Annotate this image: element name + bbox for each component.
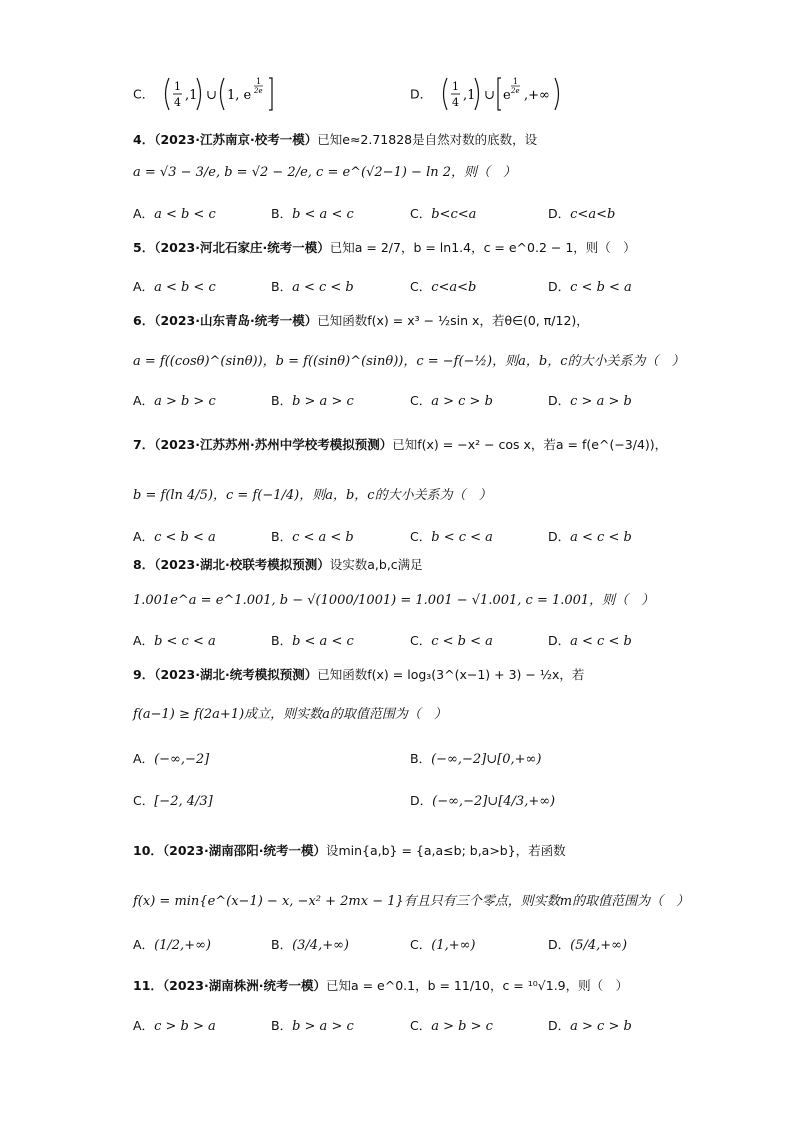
q8-definitions: 1.001e^a = e^1.001, b − √(1000/1001) = 1.001 − √1.001, c = 1.001，则（ ）	[133, 593, 655, 608]
q8-option-c: C．c < b < a	[410, 633, 493, 649]
svg-text:1: 1	[174, 80, 182, 93]
q11-option-a: A．c > b > a	[133, 1018, 216, 1034]
svg-text:,+∞: ,+∞	[524, 88, 551, 103]
q5-options	[0, 276, 794, 316]
q10-options	[0, 934, 794, 974]
q4-definitions: a = √3 − 3/e, b = √2 − 2/e, c = e^(√2−1) − ln 2，则（ ）	[133, 165, 517, 180]
q10-option-d: D．(5/4,+∞)	[548, 937, 628, 953]
q3-option-d: D． 1 4 ,1 ∪ e 1 2e ,+∞	[410, 74, 567, 114]
q10-option-a: A．(1/2,+∞)	[133, 937, 211, 953]
svg-text:4: 4	[174, 96, 182, 109]
q5-stem: 5．（2023·河北石家庄·统考一模）已知a = 2/7，b = ln1.4，c = e^0.2 − 1，则（ ）	[133, 240, 636, 255]
q6-option-d: D．c > a > b	[548, 393, 632, 409]
q6-option-b: B．b > a > c	[271, 393, 354, 409]
svg-text:e: e	[503, 88, 511, 103]
q9-option-c: C．[−2, 4/3]	[133, 793, 213, 809]
q4-options	[0, 203, 794, 243]
q8-option-d: D．a < c < b	[548, 633, 632, 649]
q7-option-d: D．a < c < b	[548, 529, 632, 545]
q9-option-d: D．(−∞,−2]∪[4/3,+∞)	[410, 793, 556, 809]
q3-option-d-formula	[437, 74, 567, 114]
q6-option-c: C．a > c > b	[410, 393, 493, 409]
q8-options	[0, 630, 794, 670]
svg-text:,1: ,1	[185, 88, 198, 103]
q11-stem: 11．（2023·湖南株洲·统考一模）已知a = e^0.1，b = 11/10，c = ¹⁰√1.9，则（ ）	[133, 978, 629, 993]
q10-function: f(x) = min{e^(x−1) − x, −x² + 2mx − 1}有且只有三个零点，则实数m的取值范围为（ ）	[133, 894, 690, 909]
q4-option-c: C．b<c<a	[410, 206, 477, 222]
q9-options-row1	[0, 748, 794, 788]
q5-option-d: D．c < b < a	[548, 279, 632, 295]
q4-stem: 4．（2023·江苏南京·校考一模）已知e≈2.71828是自然对数的底数，设	[133, 132, 538, 147]
svg-text:∪: ∪	[484, 88, 496, 103]
q9-options-row2	[0, 790, 794, 830]
q5-option-c: C．c<a<b	[410, 279, 477, 295]
q6-option-a: A．a > b > c	[133, 393, 216, 409]
svg-text:4: 4	[452, 96, 460, 109]
q10-option-b: B．(3/4,+∞)	[271, 937, 349, 953]
q6-stem: 6．（2023·山东青岛·统考一模）已知函数f(x) = x³ − ½sin x，若θ∈(0, π/12)，	[133, 313, 589, 328]
q3-option-c: C． 1 4 ,1 ∪ 1, e 1 2e	[133, 74, 289, 114]
q3-option-c-formula	[159, 74, 289, 114]
q3-options	[0, 70, 794, 110]
q9-option-b: B．(−∞,−2]∪[0,+∞)	[410, 751, 542, 767]
q8-stem: 8．（2023·湖北·校联考模拟预测）设实数a,b,c满足	[133, 557, 423, 572]
q10-stem: 10．（2023·湖南邵阳·统考一模）设min{a,b} = {a,a≤b; b,a>b}，若函数	[133, 843, 566, 858]
svg-text:1: 1	[513, 77, 519, 86]
q4-option-d: D．c<a<b	[548, 206, 616, 222]
q9-condition: f(a−1) ≥ f(2a+1)成立，则实数a的取值范围为（ ）	[133, 707, 447, 722]
q5-option-a: A．a < b < c	[133, 279, 216, 295]
q8-option-a: A．b < c < a	[133, 633, 216, 649]
svg-text:1: 1	[256, 77, 262, 86]
q8-option-b: B．b < a < c	[271, 633, 354, 649]
q7-option-a: A．c < b < a	[133, 529, 216, 545]
q9-option-a: A．(−∞,−2]	[133, 751, 210, 767]
q11-options	[0, 1015, 794, 1055]
q5-option-b: B．a < c < b	[271, 279, 354, 295]
svg-text:2e: 2e	[254, 87, 263, 95]
svg-text:1, e: 1, e	[227, 88, 252, 103]
q11-option-d: D．a > c > b	[548, 1018, 632, 1034]
q10-option-c: C．(1,+∞)	[410, 937, 476, 953]
svg-text:1: 1	[452, 80, 460, 93]
q11-option-c: C．a > b > c	[410, 1018, 493, 1034]
q4-option-b: B．b < a < c	[271, 206, 354, 222]
q7-stem: 7．（2023·江苏苏州·苏州中学校考模拟预测）已知f(x) = −x² − cos x，若a = f(e^(−3/4))，	[133, 437, 668, 452]
q9-stem: 9．（2023·湖北·统考模拟预测）已知函数f(x) = log₃(3^(x−1) + 3) − ½x，若	[133, 667, 585, 682]
q7-definitions: b = f(ln 4/5)，c = f(−1/4)，则a，b，c的大小关系为（ ）	[133, 488, 492, 503]
q6-definitions: a = f((cosθ)^(sinθ))，b = f((sinθ)^(sinθ))，c = −f(−½)，则a，b，c的大小关系为（ ）	[133, 354, 685, 369]
svg-text:,1: ,1	[463, 88, 476, 103]
q11-option-b: B．b > a > c	[271, 1018, 354, 1034]
q7-option-c: C．b < c < a	[410, 529, 493, 545]
q7-option-b: B．c < a < b	[271, 529, 354, 545]
q4-option-a: A．a < b < c	[133, 206, 216, 222]
q6-options	[0, 390, 794, 430]
svg-text:∪: ∪	[206, 88, 218, 103]
svg-text:2e: 2e	[511, 87, 520, 95]
